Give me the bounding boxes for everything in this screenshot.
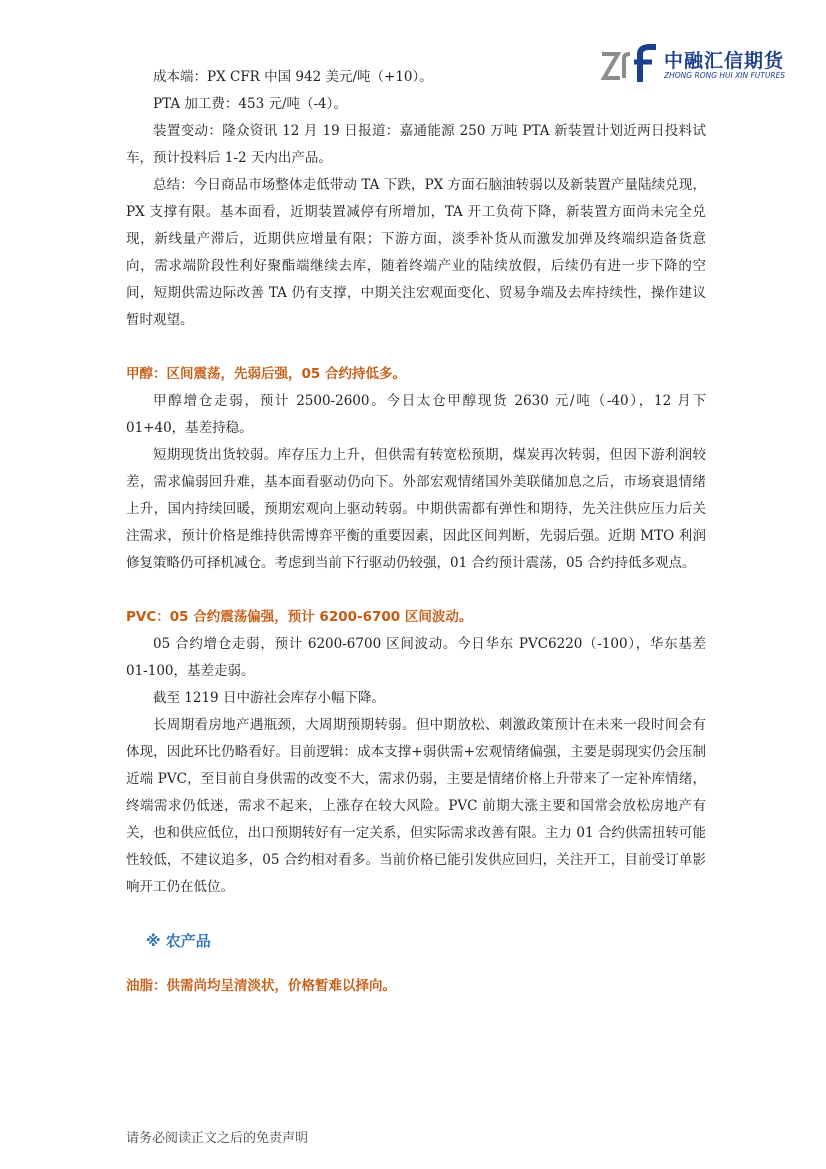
pvc-paragraph-1: 05 合约增仓走弱，预计 6200-6700 区间波动。今日华东 PVC6220（-100），华东基差 01-100，基差走弱。 [126,636,706,679]
pta-device-change-paragraph: 装置变动：隆众资讯 12 月 19 日报道：嘉通能源 250 万吨 PTA 新装置计划近两日投料试车，预计投料后 1-2 天内出产品。 [126,123,706,166]
disclaimer-footer: 请务必阅读正文之后的免责声明 [126,1131,309,1146]
methanol-heading: 甲醇：区间震荡，先弱后强，05 合约持低多。 [126,366,406,382]
report-body [126,64,706,1000]
logo-chinese-name: 中融汇信期货 [664,50,785,72]
pvc-paragraph-2: 截至 1219 日中游社会库存小幅下降。 [153,690,385,706]
pta-summary-paragraph: 总结：今日商品市场整体走低带动 TA 下跌，PX 方面石脑油转弱以及新装置产量陆续兑现，PX 支撑有限。基本面看，近期装置减停有所增加，TA 开工负荷下降，新装置方面尚未完全兑现，新线量产滞后，近期供应增量有限；下游方面，淡季补货从而激发加弹及终端织造备货意向，需求端阶段性利好聚酯端继续去库，随着终端产业的陆续放假，后续仍有进一步下降的空间，短期供需边际改善 TA 仍有支撑，中期关注宏观面变化、贸易争端及去库持续性，操作建议暂时观望。 [126,177,706,328]
agri-section-title: ※ 农产品 [146,932,211,950]
logo-english-name: ZHONG RONG HUI XIN FUTURES [664,71,786,80]
pvc-paragraph-3: 长周期看房地产遇瓶颈，大周期预期转弱。但中期放松、刺激政策预计在未来一段时间会有体现，因此环比仍略看好。目前逻辑：成本支撑+弱供需+宏观情绪偏强，主要是弱现实仍会压制近端 PVC，至目前自身供需的改变不大，需求仍弱，主要是情绪价格上升带来了一定补库情绪，终端需求仍低迷，需求不起来，上涨存在较大风险。PVC 前期大涨主要和国常会放松房地产有关，也和供应低位，出口预期转好有一定关系，但实际需求改善有限。主力 01 合约供需扭转可能性较低，不建议追多，05 合约相对看多。当前价格已能引发供应回归，关注开工，目前受订单影响开工仍在低位。 [126,717,706,895]
methanol-paragraph-1: 甲醇增仓走弱，预计 2500-2600。今日太仓甲醇现货 2630 元/吨（-40），12 月下 01+40，基差持稳。 [126,393,706,436]
pvc-heading: PVC：05 合约震荡偏强，预计 6200-6700 区间波动。 [126,609,473,625]
pta-processing-fee-line: PTA 加工费：453 元/吨（-4）。 [153,96,347,112]
methanol-paragraph-2: 短期现货出货较弱。库存压力上升，但供需有转宽松预期，煤炭再次转弱，但因下游利润较差，需求偏弱回升难，基本面看驱动仍向下。外部宏观情绪国外美联储加息之后，市场衰退情绪上升，国内持续回暖，预期宏观向上驱动转弱。中期供需都有弹性和期待，先关注供应压力后关注需求，预计价格是维持供需博弈平衡的重要因素，因此区间判断，先弱后强。近期 MTO 利润修复策略仍可择机减仓。考虑到当前下行驱动仍较强，01 合约预计震荡，05 合约持低多观点。 [126,447,706,571]
pta-cost-line: 成本端：PX CFR 中国 942 美元/吨（+10）。 [153,69,433,85]
oil-heading: 油脂：供需尚均呈清淡状，价格暂难以择向。 [126,978,396,994]
